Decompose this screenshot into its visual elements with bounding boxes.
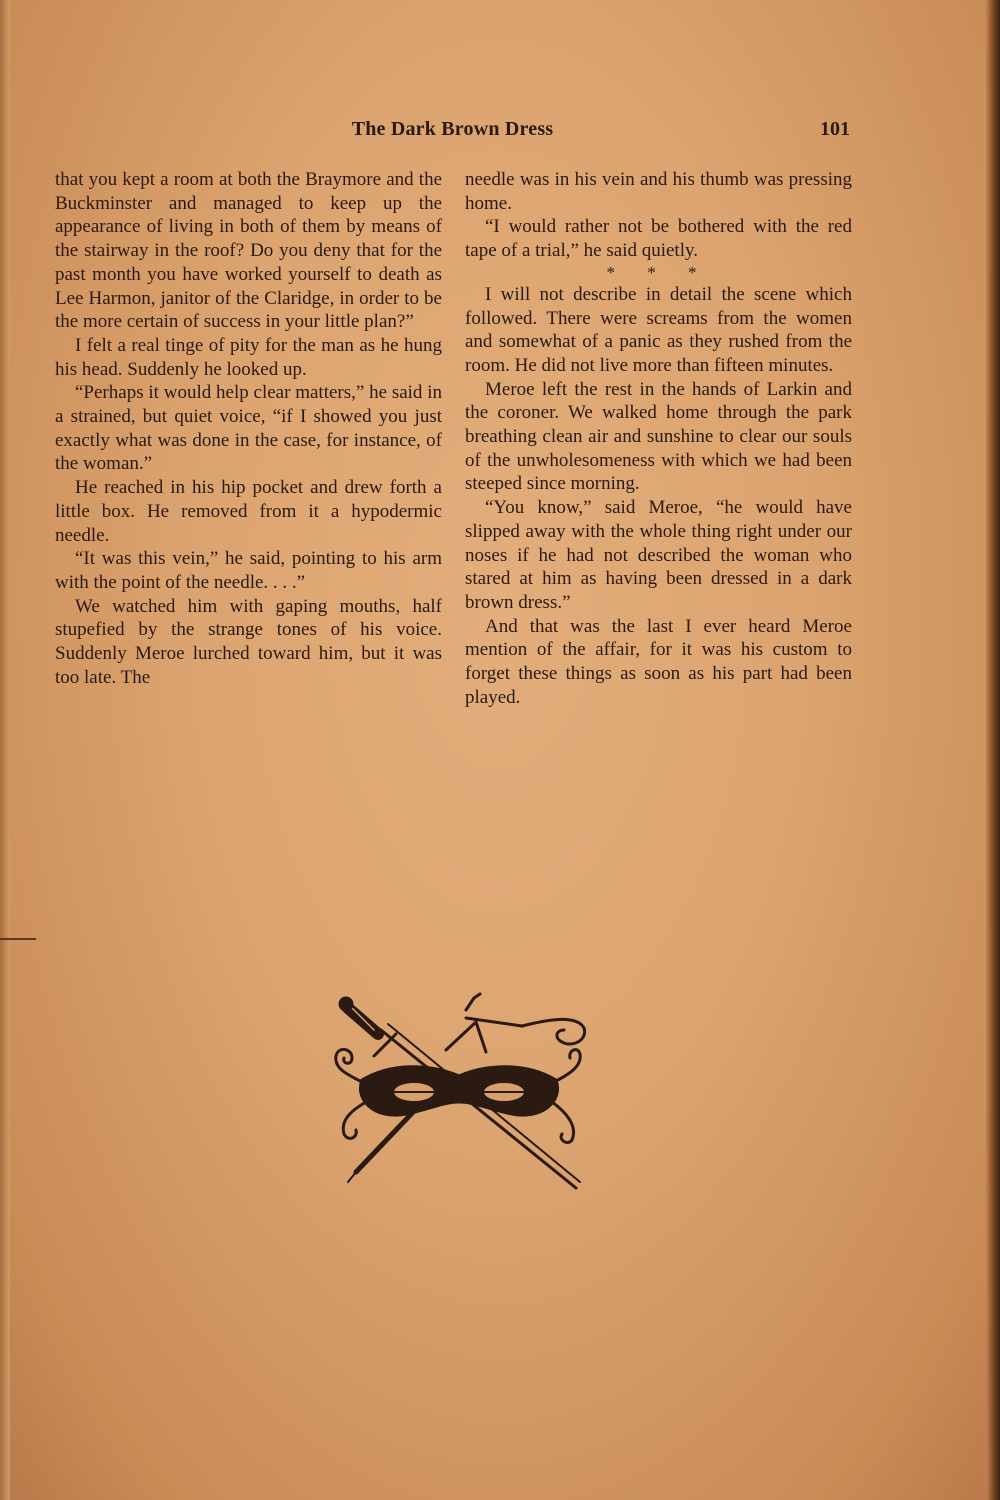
paragraph: I felt a real tinge of pity for the man as he hung his head. Suddenly he looked up. bbox=[55, 334, 442, 380]
running-title: The Dark Brown Dress bbox=[351, 118, 554, 140]
section-break: * * * bbox=[606, 262, 711, 282]
left-column bbox=[55, 168, 442, 689]
page-number: 101 bbox=[820, 118, 850, 140]
margin-tick-mark bbox=[0, 938, 36, 940]
page-spine-shadow bbox=[0, 0, 10, 1500]
page-header bbox=[55, 118, 850, 144]
paragraph: “I would rather not be bothered with the red tape of a trial,” he said quietly. bbox=[465, 216, 852, 262]
paragraph: “It was this vein,” he said, pointing to his arm with the point of the needle. . . .” bbox=[55, 548, 442, 593]
paragraph: “You know,” said Meroe, “he would have slipped away with the whole thing right under our noses if he had not described the woman who stared at him as having been dressed in a dark brown dress.” bbox=[465, 497, 852, 613]
paragraph: needle was in his vein and his thumb was pressing home. bbox=[465, 169, 852, 214]
paragraph: He reached in his hip pocket and drew forth a little box. He removed from it a hypodermic needle. bbox=[55, 477, 442, 546]
right-column bbox=[465, 168, 852, 709]
paragraph: And that was the last I ever heard Meroe mention of the affair, for it was his custom to forget these things as soon as his part had been played. bbox=[465, 615, 852, 708]
paragraph: Meroe left the rest in the hands of Larkin and the coroner. We walked home through the park breathing clean air and sunshine to clear our souls of the unwholesomeness with which we had been steeped since morning. bbox=[465, 378, 852, 495]
paragraph: “Perhaps it would help clear matters,” he said in a strained, but quiet voice, “if I showed you just exactly what was done in the case, for instance, of the woman.” bbox=[55, 382, 442, 475]
page-edge-shadow bbox=[986, 0, 1000, 1500]
paragraph: that you kept a room at both the Braymore and the Buckminster and managed to keep up the appearance of living in both of them by means of the stairway in the roof? Do you deny that for the past month you have worked yourself to death as Lee Harmon, janitor of the Claridge, in order to be the more certain of success in your little plan?” bbox=[55, 169, 442, 333]
paragraph: We watched him with gaping mouths, half stupefied by the strange tones of his voice. Suddenly Meroe lurched toward him, but it was too late. The bbox=[55, 595, 442, 688]
mask-dagger-pistol-emblem-icon bbox=[326, 990, 592, 1190]
paragraph: I will not describe in detail the scene which followed. There were screams from the women and somewhat of a panic as they rushed from the room. He did not live more than fifteen minutes. bbox=[465, 283, 852, 376]
